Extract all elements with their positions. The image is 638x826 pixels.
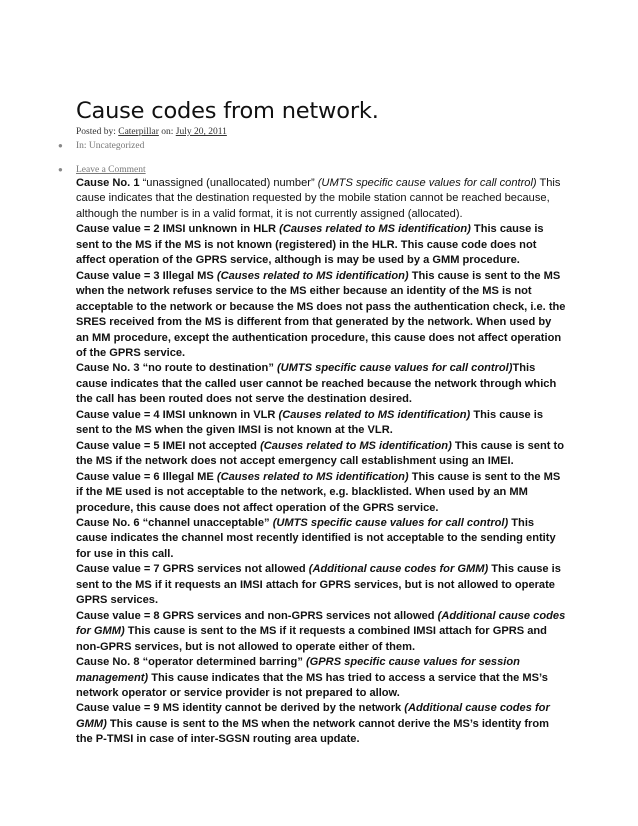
cause-description: This cause indicates that the destination requested by the mobile station cannot be reached because, although the number is in a valid format, it is not currently assigned (allocated). (76, 177, 561, 220)
cause-category: (Additional cause codes for GMM) (76, 702, 550, 730)
cause-entry (76, 222, 566, 268)
cause-heading: Cause value = 9 MS identity cannot be derived by the network (76, 702, 402, 715)
cause-category: (Additional cause codes for GMM) (76, 609, 566, 638)
cause-entry (76, 655, 566, 701)
cause-description: This cause is sent to the MS when the network refuses service to the MS either because an identity of the MS is not acceptable to the network or because the MS does not pass the authentication check, i.e. the SRES received from the MS is different from that generated by the network. When used by an MM procedure, except the authentication procedure, this cause does not affect operation of the GPRS service. (76, 269, 566, 359)
cause-heading: Cause No. 6 (76, 516, 140, 529)
cause-category: (Causes related to MS identification) (279, 223, 471, 236)
cause-description: This cause is sent to the MS if the network does not accept emergency call establishment using an IMEI. (76, 439, 564, 468)
cause-category: (UMTS specific cause values for call control) (276, 362, 513, 375)
cause-entry (76, 562, 566, 608)
cause-heading: Cause value = 6 Illegal ME (76, 470, 214, 483)
cause-description: This cause indicates the channel most recently identified is not acceptable to the sending entity for use in this call. (76, 516, 556, 560)
cause-heading: Cause No. 1 (76, 177, 140, 189)
cause-category: (UMTS specific cause values for call control) (317, 177, 537, 189)
cause-entry (76, 516, 566, 562)
cause-heading: Cause value = 5 IMEI not accepted (76, 439, 257, 452)
post-body (76, 176, 566, 748)
cause-heading: Cause value = 3 Illegal MS (76, 269, 214, 282)
cause-category: (Causes related to MS identification) (216, 269, 409, 282)
cause-entry (76, 408, 566, 439)
cause-heading: Cause value = 8 GPRS services and non-GPRS services not allowed (76, 609, 435, 622)
cause-category: (Causes related to MS identification) (278, 408, 471, 421)
cause-description: This cause is sent to the MS if it requests an IMSI attach for GPRS services, but is not allowed to operate GPRS services. (76, 563, 561, 607)
cause-entry (76, 439, 566, 470)
comment-line (58, 165, 146, 175)
date-link[interactable]: July 20, 2011 (175, 127, 227, 137)
cause-description: This cause indicates that the called user cannot be reached because the network through which the call has been routed does not serve the destination desired. (76, 362, 557, 406)
author-link[interactable]: Caterpillar (118, 127, 159, 137)
bullet-icon: ● (58, 165, 63, 174)
cause-heading: Cause No. 8 (76, 656, 140, 669)
cause-name: “no route to destination” (139, 362, 277, 375)
cause-entry (76, 701, 566, 747)
cause-name: “channel unacceptable” (139, 516, 273, 529)
page-title: Cause codes from network. (76, 98, 379, 124)
cause-category: (Causes related to MS identification) (260, 439, 452, 452)
cause-description: This cause is sent to the MS if the MS is not known (registered) in the HLR. This cause code does not affect operation of the GPRS service, although is may be used by a GMM procedure. (76, 223, 544, 267)
leave-comment-link[interactable]: Leave a Comment (76, 165, 146, 175)
cause-heading: Cause No. 3 (76, 362, 140, 375)
category-text: In: Uncategorized (76, 141, 145, 151)
cause-description: This cause is sent to the MS if it requests a combined IMSI attach for GPRS and non-GPRS services, but is not allowed to operate either of them. (76, 625, 547, 653)
bullet-icon: ● (58, 141, 63, 150)
cause-name: “unassigned (unallocated) number” (139, 177, 318, 189)
cause-entry (76, 269, 566, 362)
cause-entry (76, 176, 566, 222)
cause-description: This cause is sent to the MS if the ME used is not acceptable to the network, e.g. blacklisted. When used by an MM procedure, this cause does not affect operation of the GPRS service. (76, 470, 561, 514)
cause-description: This cause is sent to the MS when the network cannot derive the MS’s identity from the P-TMSI in case of inter-SGSN routing area update. (76, 717, 549, 746)
cause-description: This cause is sent to the MS when the given IMSI is not known at the VLR. (76, 408, 543, 437)
cause-heading: Cause value = 2 IMSI unknown in HLR (76, 223, 277, 236)
on-label: on: (161, 127, 174, 137)
cause-heading: Cause value = 4 IMSI unknown in VLR (76, 408, 276, 421)
cause-entry (76, 361, 566, 407)
cause-entry (76, 609, 566, 655)
cause-category: (Additional cause codes for GMM) (308, 563, 489, 576)
cause-entry (76, 470, 566, 516)
cause-heading: Cause value = 7 GPRS services not allowed (76, 563, 306, 576)
cause-category: (GPRS specific cause values for session management) (76, 656, 520, 684)
cause-description: This cause indicates that the MS has tried to access a service that the MS’s network operator or service provider is not prepared to allow. (76, 671, 548, 699)
cause-category: (UMTS specific cause values for call control) (272, 516, 509, 529)
post-meta (76, 127, 227, 137)
category-line (58, 141, 144, 151)
cause-category: (Causes related to MS identification) (216, 470, 409, 483)
posted-by-label: Posted by: (76, 127, 116, 137)
cause-name: “operator determined barring” (139, 656, 306, 669)
